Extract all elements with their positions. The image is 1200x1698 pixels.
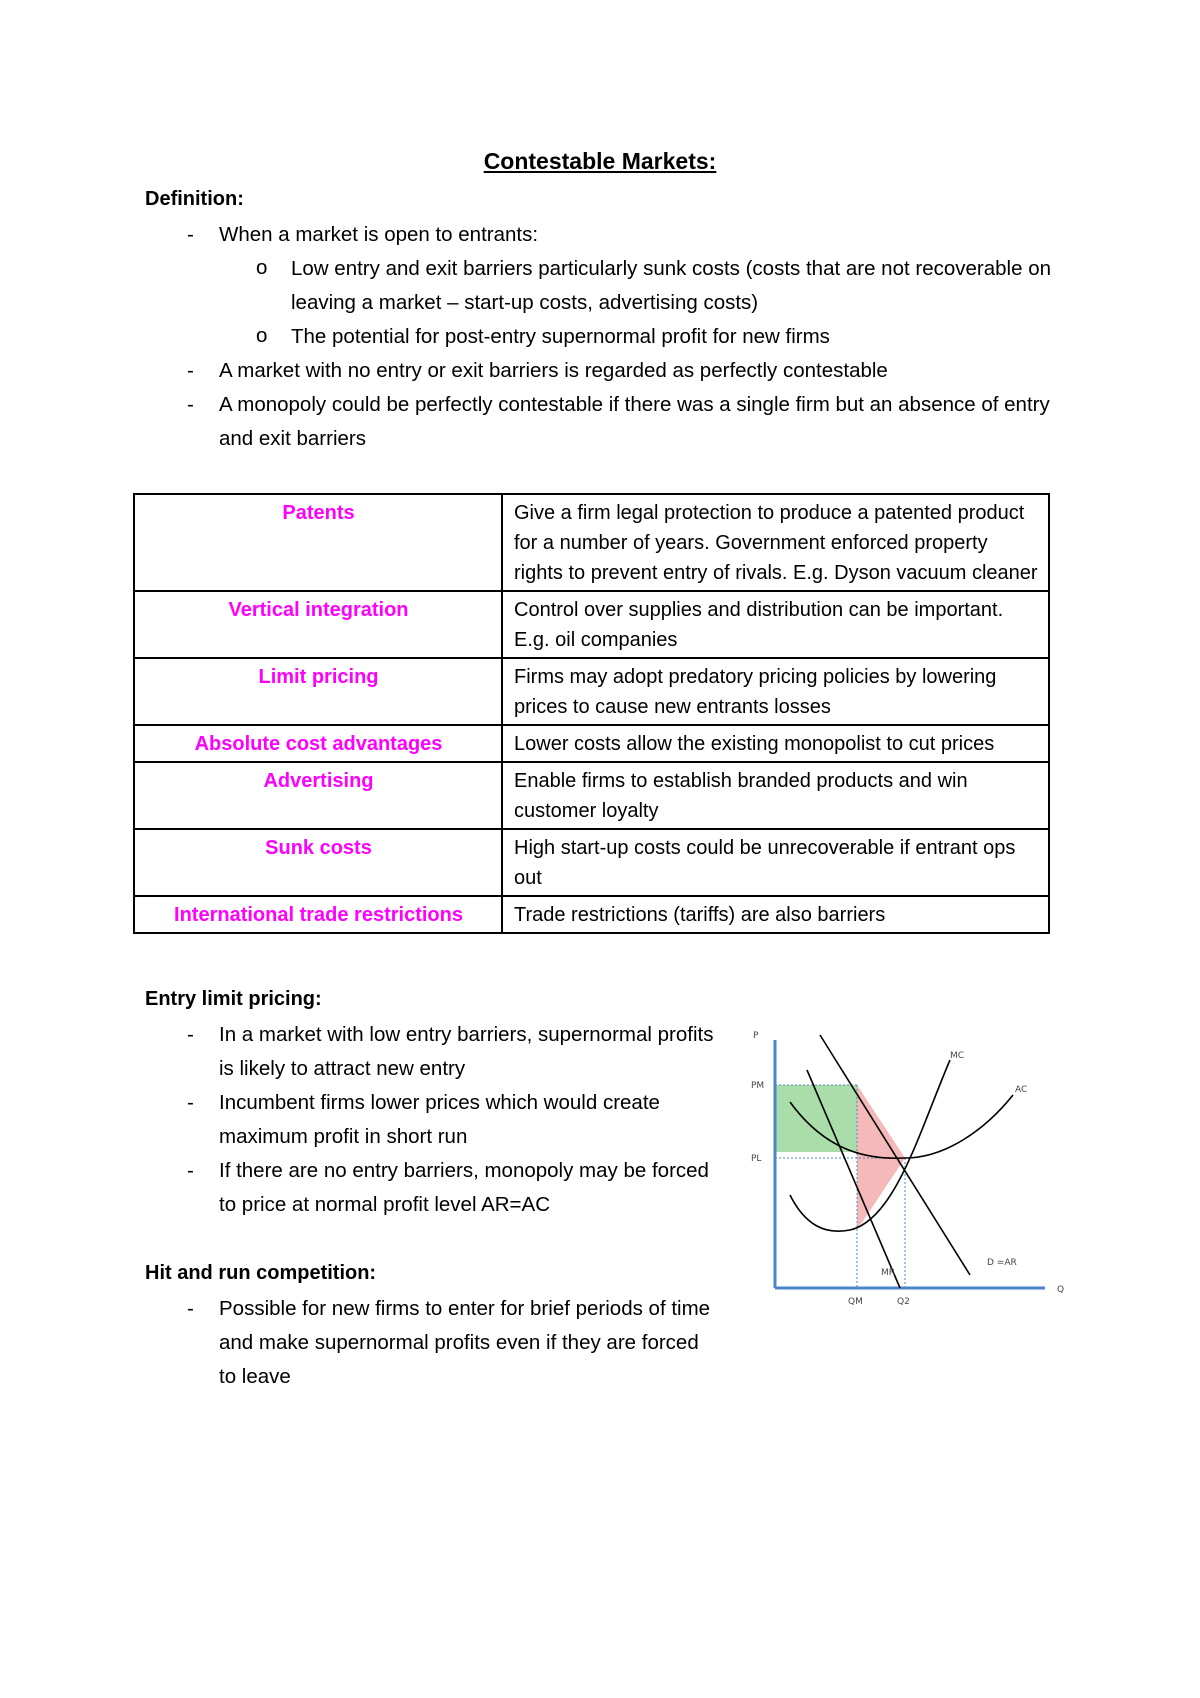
entry-limit-pricing-list: [145, 1018, 720, 1222]
entry-limit-pricing-heading: Entry limit pricing:: [145, 988, 322, 1010]
qm-label: QM: [848, 1297, 863, 1307]
definition-point-text: When a market is open to entrants:: [219, 223, 539, 246]
definition-list: [145, 218, 1065, 456]
barrier-description: Give a firm legal protection to produce a patented product for a number of years. Government enforced property rights to prevent entry of rivals. E.g. Dyson vacuum cleaner: [502, 494, 1049, 591]
ac-label: AC: [1015, 1085, 1028, 1095]
definition-heading: Definition:: [145, 188, 244, 210]
table-row: [134, 762, 1049, 829]
barrier-term: Patents: [134, 494, 502, 591]
hit-and-run-heading: Hit and run competition:: [145, 1262, 377, 1284]
table-row: [134, 725, 1049, 762]
table-row: [134, 658, 1049, 725]
barrier-description: Firms may adopt predatory pricing policies by lowering prices to cause new entrants losses: [502, 658, 1049, 725]
barrier-description: Lower costs allow the existing monopolist to cut prices: [502, 725, 1049, 762]
barrier-description: Enable firms to establish branded products and win customer loyalty: [502, 762, 1049, 829]
q2-label: Q2: [897, 1297, 910, 1307]
mc-label: MC: [950, 1051, 965, 1061]
demand-label: D =AR: [987, 1258, 1017, 1268]
table-row: [134, 494, 1049, 591]
hit-and-run-list: [145, 1292, 720, 1394]
barrier-term: Sunk costs: [134, 829, 502, 896]
list-item: - Possible for new firms to enter for brief periods of time and make supernormal profits even if they are forced to leave: [145, 1292, 720, 1394]
pm-label: PM: [751, 1081, 765, 1091]
list-item: - If there are no entry barriers, monopoly may be forced to price at normal profit level AR=AC: [145, 1154, 720, 1222]
supernormal-profit-area: [775, 1085, 857, 1152]
mr-label: MR: [881, 1268, 896, 1278]
definition-point: - A monopoly could be perfectly contestable if there was a single firm but an absence of entry and exit barriers: [145, 388, 1065, 456]
definition-point: [145, 218, 1065, 354]
definition-sub-point: o Low entry and exit barriers particularly sunk costs (costs that are not recoverable on leaving a market – start-up costs, advertising costs): [145, 252, 1065, 320]
pl-label: PL: [751, 1154, 762, 1164]
page-title: Contestable Markets:: [483, 148, 717, 174]
barrier-description: Control over supplies and distribution can be important. E.g. oil companies: [502, 591, 1049, 658]
barrier-term: International trade restrictions: [134, 896, 502, 933]
limit-pricing-diagram: [745, 1010, 1095, 1320]
definition-sub-point: o The potential for post-entry supernormal profit for new firms: [145, 320, 1065, 354]
barrier-term: Vertical integration: [134, 591, 502, 658]
table-row: [134, 829, 1049, 896]
table-row: [134, 896, 1049, 933]
diagram-svg: [745, 1010, 1095, 1320]
barrier-description: Trade restrictions (tariffs) are also barriers: [502, 896, 1049, 933]
definition-point: - A market with no entry or exit barriers is regarded as perfectly contestable: [145, 354, 1065, 388]
list-item: - Incumbent firms lower prices which would create maximum profit in short run: [145, 1086, 720, 1154]
table-row: [134, 591, 1049, 658]
barrier-term: Absolute cost advantages: [134, 725, 502, 762]
barriers-table: [133, 493, 1050, 934]
barrier-description: High start-up costs could be unrecoverable if entrant ops out: [502, 829, 1049, 896]
x-axis-label: Q: [1057, 1285, 1065, 1295]
y-axis-label: P: [753, 1031, 759, 1041]
barrier-term: Limit pricing: [134, 658, 502, 725]
barrier-term: Advertising: [134, 762, 502, 829]
list-item: - In a market with low entry barriers, supernormal profits is likely to attract new entry: [145, 1018, 720, 1086]
